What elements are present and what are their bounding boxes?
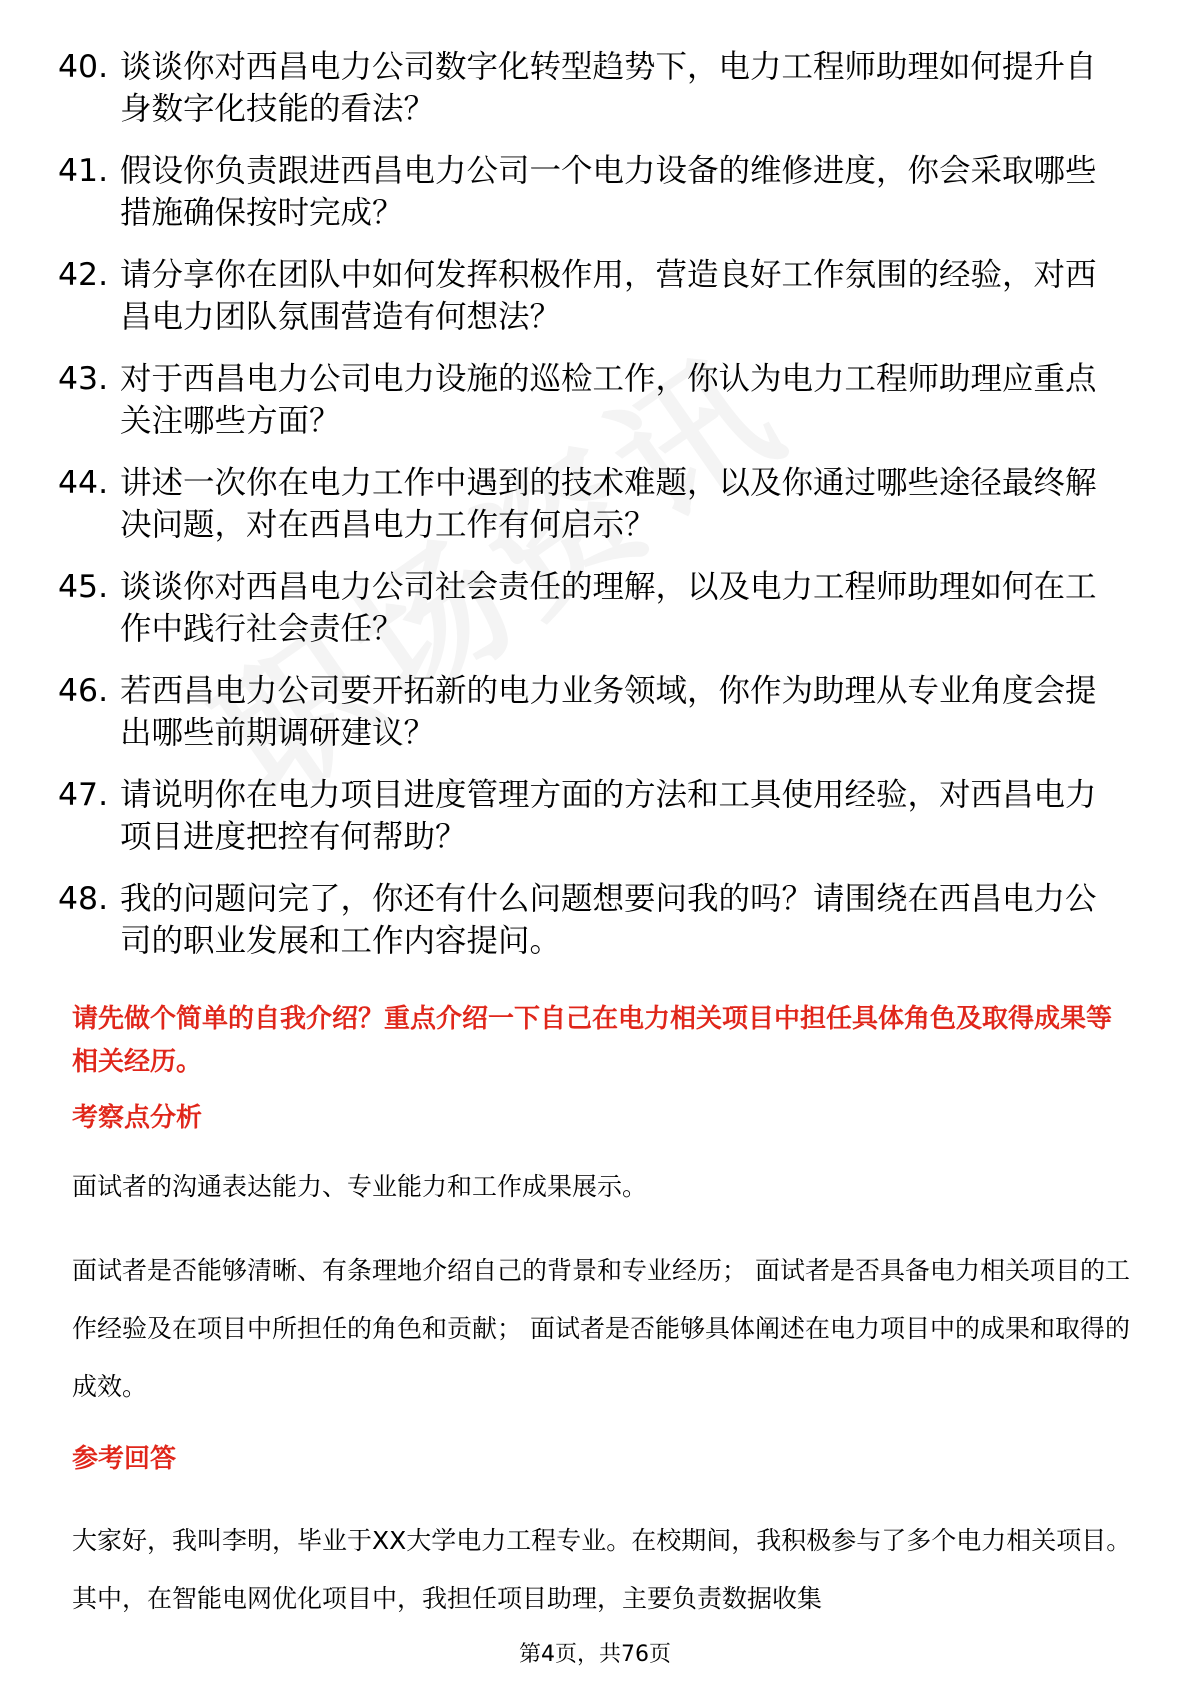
- question-number: 40.: [58, 49, 109, 85]
- question-list: [58, 46, 1138, 982]
- question-text: 我的问题问完了，你还有什么问题想要问我的吗？请围绕在西昌电力公司的职业发展和工作内容提问。: [120, 881, 1097, 959]
- question-item: [58, 150, 1138, 234]
- question-text: 假设你负责跟进西昌电力公司一个电力设备的维修进度，你会采取哪些措施确保按时完成？: [120, 153, 1097, 231]
- question-number: 43.: [58, 361, 109, 397]
- question-text: 若西昌电力公司要开拓新的电力业务领域，你作为助理从专业角度会提出哪些前期调研建议？: [120, 673, 1097, 751]
- question-item: [58, 670, 1138, 754]
- question-item: [58, 774, 1138, 858]
- question-text: 请分享你在团队中如何发挥积极作用，营造良好工作氛围的经验，对西昌电力团队氛围营造有何想法？: [120, 257, 1097, 335]
- analysis-title: 考察点分析: [72, 1103, 203, 1133]
- question-number: 44.: [58, 465, 109, 501]
- question-number: 45.: [58, 569, 109, 605]
- question-number: 46.: [58, 673, 109, 709]
- analysis-detail: 面试者是否能够清晰、有条理地介绍自己的背景和专业经历； 面试者是否具备电力相关项目的工作经验及在项目中所担任的角色和贡献； 面试者是否能够具体阐述在电力项目中的成果和取得的成效。: [72, 1256, 1130, 1401]
- page-footer: 第4页，共76页: [519, 1642, 671, 1667]
- question-text: 请说明你在电力项目进度管理方面的方法和工具使用经验，对西昌电力项目进度把控有何帮助？: [120, 777, 1097, 855]
- question-item: [58, 358, 1138, 442]
- question-item: [58, 878, 1138, 962]
- question-number: 48.: [58, 881, 109, 917]
- answer-text: 大家好，我叫李明，毕业于XX大学电力工程专业。在校期间，我积极参与了多个电力相关项目。其中，在智能电网优化项目中，我担任项目助理，主要负责数据收集: [72, 1526, 1132, 1613]
- featured-question: 请先做个简单的自我介绍？重点介绍一下自己在电力相关项目中担任具体角色及取得成果等相关经历。: [72, 1004, 1113, 1077]
- question-text: 谈谈你对西昌电力公司数字化转型趋势下，电力工程师助理如何提升自身数字化技能的看法？: [120, 49, 1097, 127]
- question-text: 讲述一次你在电力工作中遇到的技术难题，以及你通过哪些途径最终解决问题，对在西昌电力工作有何启示？: [120, 465, 1097, 543]
- question-item: [58, 46, 1138, 130]
- question-number: 47.: [58, 777, 109, 813]
- question-item: [58, 566, 1138, 650]
- question-number: 41.: [58, 153, 109, 189]
- question-text: 对于西昌电力公司电力设施的巡检工作，你认为电力工程师助理应重点关注哪些方面？: [120, 361, 1097, 439]
- question-item: [58, 462, 1138, 546]
- question-text: 谈谈你对西昌电力公司社会责任的理解，以及电力工程师助理如何在工作中践行社会责任？: [120, 569, 1097, 647]
- question-item: [58, 254, 1138, 338]
- analysis-summary: 面试者的沟通表达能力、专业能力和工作成果展示。: [72, 1172, 648, 1201]
- answer-title: 参考回答: [72, 1444, 177, 1474]
- question-number: 42.: [58, 257, 109, 293]
